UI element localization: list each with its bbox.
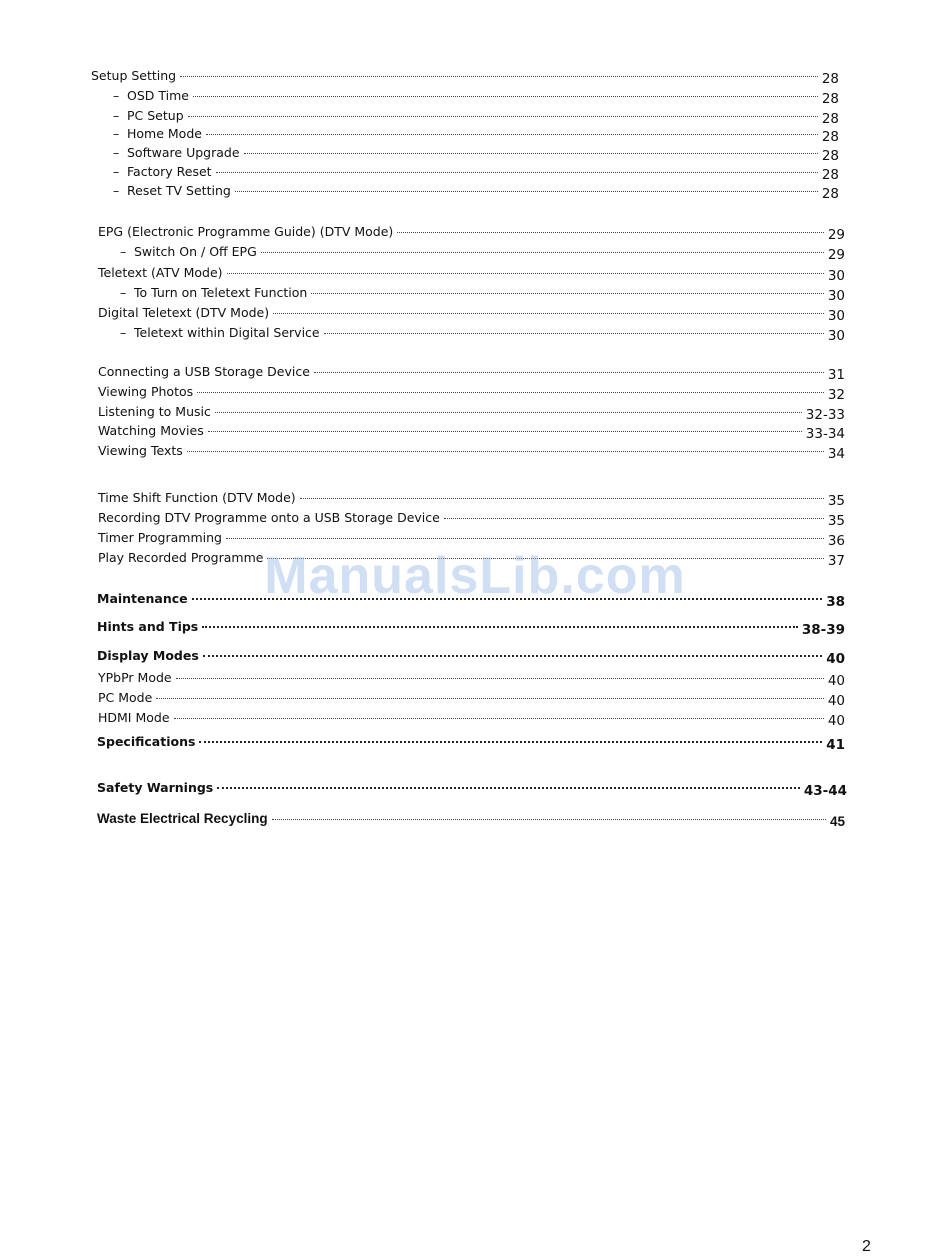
toc-entry[interactable] (97, 619, 845, 638)
toc-entry[interactable] (98, 710, 845, 729)
toc-entry-title: Maintenance (97, 591, 188, 606)
toc-entry-page: 30 (827, 268, 845, 284)
toc-entry-title: Listening to Music (98, 404, 211, 419)
toc-entry-title: HDMI Mode (98, 710, 170, 725)
toc-subentry[interactable] (113, 88, 839, 107)
toc-entry[interactable] (97, 811, 845, 827)
toc-entry-page: 40 (827, 673, 845, 689)
toc-entry[interactable] (97, 734, 845, 753)
toc-entry-title: PC Setup (127, 108, 184, 123)
toc-subentry[interactable] (113, 108, 839, 127)
dot-leader (203, 653, 822, 657)
toc-entry-page: 43-44 (803, 783, 847, 799)
dot-leader (244, 151, 818, 154)
toc-entry-page: 30 (827, 288, 845, 304)
dash-bullet: – (113, 145, 120, 160)
dot-leader (187, 449, 824, 452)
dash-bullet: – (120, 325, 127, 340)
dot-leader (156, 696, 824, 699)
toc-entry-title: Recording DTV Programme onto a USB Storage Device (98, 510, 440, 525)
dot-leader (193, 94, 818, 97)
toc-entry-page: 40 (826, 651, 845, 667)
dot-leader (300, 496, 824, 499)
dot-leader (202, 624, 798, 628)
toc-entry-page: 34 (827, 446, 845, 462)
dot-leader (273, 311, 824, 314)
toc-entry-title: Setup Setting (91, 68, 177, 83)
toc-entry-page: 40 (827, 713, 845, 729)
toc-entry-page: 29 (827, 247, 845, 263)
toc-entry-page: 28 (821, 91, 839, 107)
dot-leader (217, 785, 800, 789)
dot-leader (188, 114, 818, 117)
dot-leader (226, 536, 824, 539)
toc-subentry[interactable] (120, 325, 845, 344)
toc-entry-page: 29 (827, 227, 845, 243)
toc-entry[interactable] (98, 530, 845, 549)
toc-subentry[interactable] (113, 126, 839, 145)
toc-entry-title: Factory Reset (127, 164, 212, 179)
dot-leader (197, 390, 824, 393)
toc-entry-title: To Turn on Teletext Function (134, 285, 308, 300)
toc-entry-page: 41 (826, 737, 845, 753)
toc-entry-title: Display Modes (97, 648, 199, 663)
toc-entry-title: PC Mode (98, 690, 153, 705)
dash-bullet: – (113, 164, 120, 179)
toc-entry-page: 28 (821, 186, 839, 202)
toc-entry-page: 40 (827, 693, 845, 709)
dot-leader (272, 817, 826, 820)
dot-leader (227, 271, 824, 274)
toc-entry[interactable] (97, 648, 845, 667)
dot-leader (216, 170, 818, 173)
toc-entry-title: Digital Teletext (DTV Mode) (98, 305, 270, 320)
dash-bullet: – (113, 126, 120, 141)
toc-entry[interactable] (98, 404, 845, 423)
toc-entry-title: Switch On / Off EPG (134, 244, 257, 259)
toc-entry-page: 35 (827, 493, 845, 509)
toc-entry-title: Hints and Tips (97, 619, 199, 634)
toc-entry[interactable] (98, 305, 845, 324)
toc-entry[interactable] (98, 224, 845, 243)
dot-leader (324, 331, 824, 334)
toc-entry[interactable] (98, 670, 845, 689)
dot-leader (444, 516, 824, 519)
toc-entry-title: Connecting a USB Storage Device (98, 364, 310, 379)
toc-entry[interactable] (98, 364, 845, 383)
toc-entry[interactable] (98, 265, 845, 284)
toc-entry-title: Timer Programming (98, 530, 222, 545)
toc-entry-title: Waste Electrical Recycling (97, 811, 268, 826)
toc-entry-title: Watching Movies (98, 423, 204, 438)
toc-entry-title: Reset TV Setting (127, 183, 231, 198)
toc-entry-page: 32 (827, 387, 845, 403)
dot-leader (199, 739, 822, 743)
dot-leader (176, 676, 824, 679)
dash-bullet: – (113, 108, 120, 123)
toc-entry[interactable] (98, 690, 845, 709)
toc-entry-page: 35 (827, 513, 845, 529)
toc-entry-title: EPG (Electronic Programme Guide) (DTV Mode) (98, 224, 394, 239)
dot-leader (208, 429, 802, 432)
toc-entry[interactable] (98, 423, 845, 442)
toc-entry-page: 36 (827, 533, 845, 549)
toc-entry-page: 45 (829, 814, 845, 829)
toc-entry-page: 30 (827, 328, 845, 344)
toc-entry-page: 28 (821, 167, 839, 183)
toc-entry-title: Viewing Texts (98, 443, 183, 458)
toc-entry-title: Home Mode (127, 126, 202, 141)
toc-entry-page: 33-34 (805, 426, 845, 442)
toc-entry[interactable] (97, 780, 847, 799)
toc-entry-page: 38-39 (801, 622, 845, 638)
dot-leader (215, 410, 802, 413)
toc-entry[interactable] (91, 68, 839, 87)
toc-entry-title: Time Shift Function (DTV Mode) (98, 490, 296, 505)
dash-bullet: – (113, 88, 120, 103)
toc-entry-title: Teletext within Digital Service (134, 325, 320, 340)
toc-entry[interactable] (98, 490, 845, 509)
toc-entry[interactable] (98, 443, 845, 462)
dot-leader (192, 596, 823, 600)
toc-entry-page: 37 (827, 553, 845, 569)
toc-entry-title: YPbPr Mode (98, 670, 172, 685)
toc-entry-page: 31 (827, 367, 845, 383)
toc-entry-page: 30 (827, 308, 845, 324)
dot-leader (314, 370, 824, 373)
toc-entry-page: 32-33 (805, 407, 845, 423)
toc-subentry[interactable] (120, 244, 845, 263)
dash-bullet: – (120, 285, 127, 300)
toc-entry[interactable] (98, 550, 845, 569)
dot-leader (311, 291, 823, 294)
toc-entry-page: 28 (821, 129, 839, 145)
toc-subentry[interactable] (113, 164, 839, 183)
toc-entry-title: Safety Warnings (97, 780, 214, 795)
toc-entry-title: Play Recorded Programme (98, 550, 264, 565)
toc-entry[interactable] (98, 384, 845, 403)
toc-entry[interactable] (97, 591, 845, 610)
toc-entry-title: Teletext (ATV Mode) (98, 265, 223, 280)
toc-entry-title: Software Upgrade (127, 145, 240, 160)
dot-leader (261, 250, 824, 253)
dot-leader (235, 189, 818, 192)
toc-subentry[interactable] (113, 183, 839, 202)
toc-entry-page: 28 (821, 111, 839, 127)
watermark: ManualsLib.com (264, 547, 686, 605)
toc-entry-title: Specifications (97, 734, 196, 749)
toc-entry[interactable] (98, 510, 845, 529)
dot-leader (174, 716, 824, 719)
dot-leader (206, 132, 818, 135)
dot-leader (267, 556, 823, 559)
toc-subentry[interactable] (120, 285, 845, 304)
toc-entry-page: 28 (821, 148, 839, 164)
toc-entry-page: 28 (821, 71, 839, 87)
toc-entry-page: 38 (826, 594, 845, 610)
dot-leader (180, 74, 818, 77)
dash-bullet: – (113, 183, 120, 198)
toc-entry-title: Viewing Photos (98, 384, 194, 399)
dot-leader (397, 230, 824, 233)
toc-entry-title: OSD Time (127, 88, 189, 103)
page-number: 2 (862, 1238, 871, 1255)
dash-bullet: – (120, 244, 127, 259)
toc-subentry[interactable] (113, 145, 839, 164)
